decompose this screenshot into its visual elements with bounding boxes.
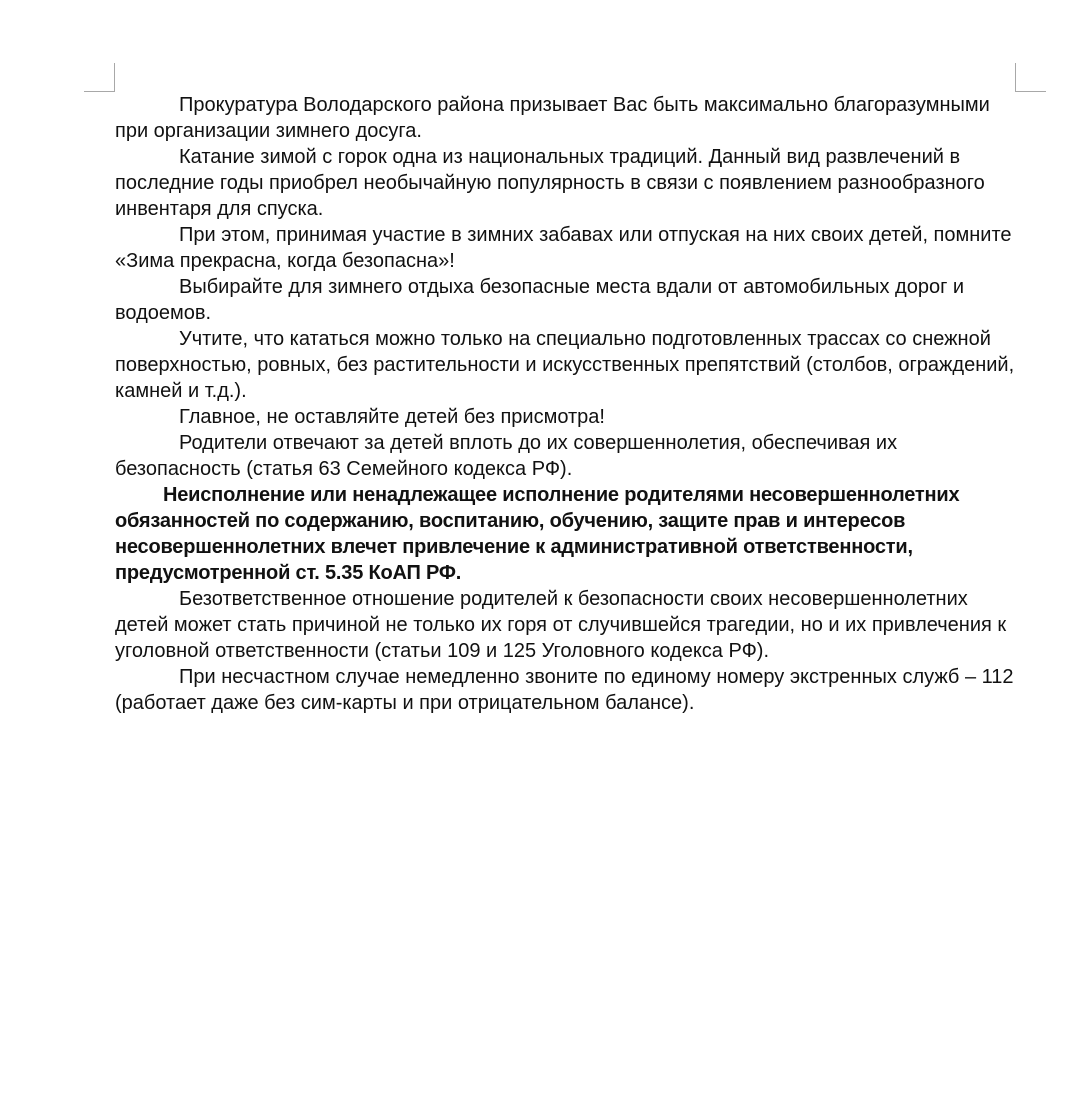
paragraph-sledding-tradition: Катание зимой с горок одна из национальных традиций. Данный вид развлечений в последние годы приобрел необычайную популярность в связи с появлением разнообразного инвентаря для спуска. (115, 146, 985, 220)
paragraph-appeal: Прокуратура Володарского района призывает Вас быть максимально благоразумными при организации зимнего досуга. (115, 94, 990, 142)
paragraph-parental-responsibility: Родители отвечают за детей вплоть до их совершеннолетия, обеспечивая их безопасность (статья 63 Семейного кодекса РФ). (115, 432, 898, 480)
paragraph-emergency-number: При несчастном случае немедленно звоните по единому номеру экстренных служб – 112 (работает даже без сим-карты и при отрицательном балансе). (115, 666, 1014, 714)
paragraph-prepared-slopes: Учтите, что кататься можно только на специально подготовленных трассах со снежной поверхностью, ровных, без растительности и искусственных препятствий (столбов, ограждений, камней и т.д.). (115, 328, 1015, 402)
paragraph-winter-safety-motto: При этом, принимая участие в зимних забавах или отпуская на них своих детей, помните «Зима прекрасна, когда безопасна»! (115, 224, 1012, 272)
crop-mark-top-right (1015, 63, 1046, 92)
crop-mark-top-left (84, 63, 115, 92)
paragraph-supervise-children: Главное, не оставляйте детей без присмотра! (179, 406, 605, 428)
paragraph-criminal-liability: Безответственное отношение родителей к безопасности своих несовершеннолетних детей может стать причиной не только их горя от случившейся трагедии, но и их привлечения к уголовной ответственности (статьи 109 и 125 Уголовного кодекса РФ). (115, 588, 1007, 662)
paragraph-administrative-liability: Неисполнение или ненадлежащее исполнение родителями несовершеннолетних обязанностей по содержанию, воспитанию, обучению, защите прав и интересов несовершеннолетних влечет привлечение к административной ответственности, предусмотренной ст. 5.35 КоАП РФ. (115, 484, 960, 584)
paragraph-choose-safe-places: Выбирайте для зимнего отдыха безопасные места вдали от автомобильных дорог и водоемов. (115, 276, 965, 324)
document-body[interactable] (115, 92, 1015, 716)
